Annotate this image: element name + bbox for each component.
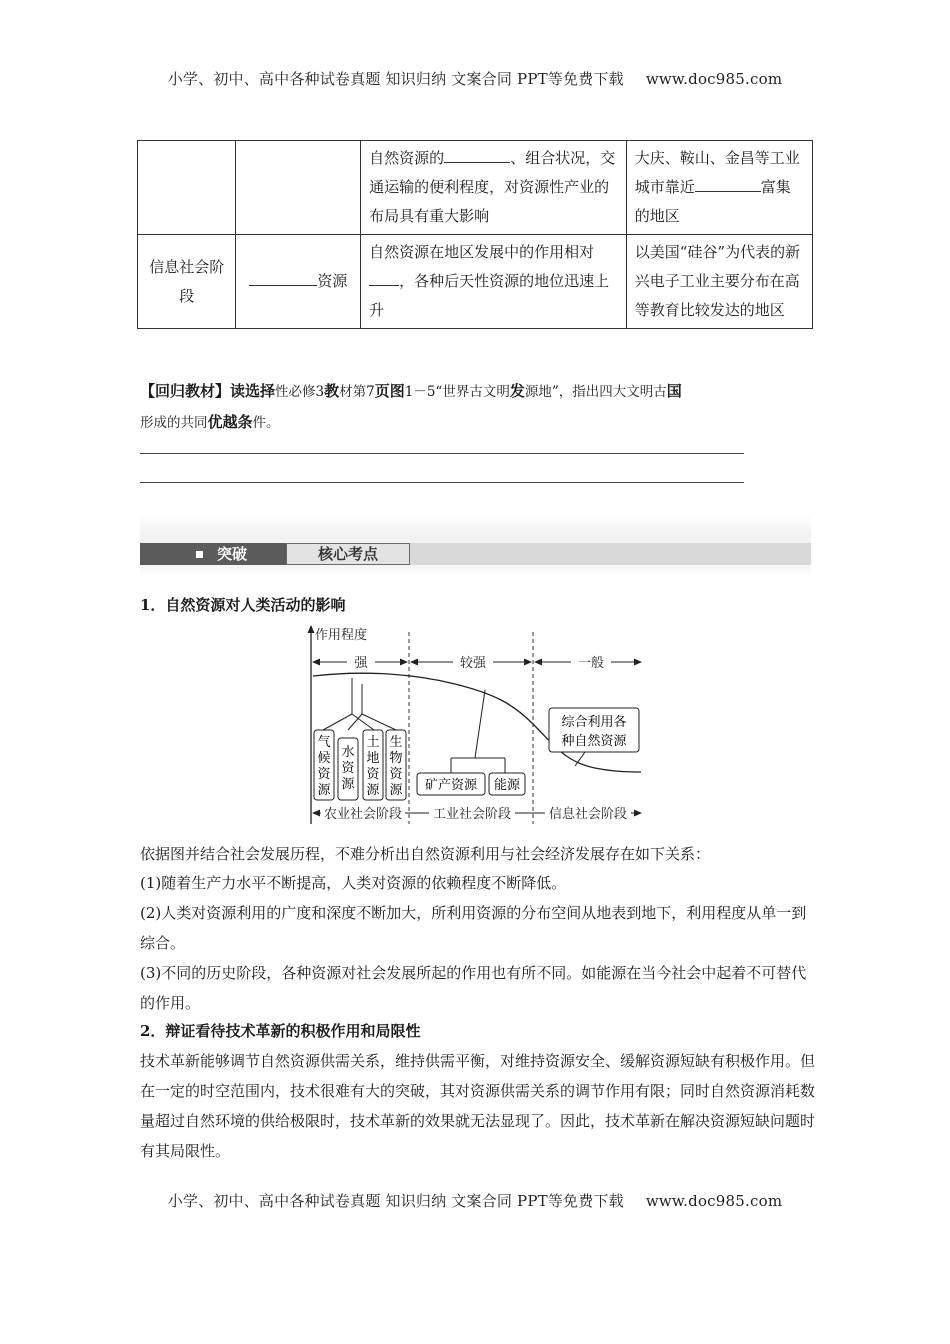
cell-text: 富集的地区: [634, 178, 791, 225]
page-footer: [0, 1190, 950, 1211]
section-title: 1．自然资源对人类活动的影响: [140, 596, 346, 614]
resource-influence-diagram: [295, 620, 655, 828]
resource-char: 气: [317, 735, 331, 750]
review-text: 国: [666, 382, 682, 400]
header-url[interactable]: www.doc985.com: [645, 70, 783, 88]
resource-char: 候: [317, 751, 331, 766]
resource-char: 土: [366, 735, 380, 750]
resource-char: 地: [366, 751, 380, 766]
resource-char: 生: [389, 735, 403, 750]
stage-label: 工业社会阶段: [432, 807, 512, 822]
cell-text: 大庆、鞍山、金昌等工业城市靠近: [634, 149, 800, 196]
resource-label: 能源: [493, 778, 521, 793]
square-bullet-icon: [196, 551, 203, 558]
resource-char: 源: [341, 777, 355, 792]
resource-char: 资: [389, 767, 403, 782]
paragraph: (2)人类对资源利用的广度和深度不断加大，所利用资源的分布空间从地表到地下，利用程度从单一到综合。: [140, 904, 807, 952]
review-text: 形成的共同: [140, 415, 208, 431]
resource-label: 综合利用各: [561, 715, 627, 730]
footer-text: 小学、初中、高中各种试卷真题 知识归纳 文案合同 PPT等免费下载: [167, 1192, 624, 1210]
resource-cell: [236, 235, 361, 329]
resource-char: 资: [341, 761, 355, 776]
table-row: [138, 141, 813, 235]
table-cell: [236, 141, 361, 235]
cell-text: 自然资源的: [369, 149, 445, 167]
header-text: 小学、初中、高中各种试卷真题 知识归纳 文案合同 PPT等免费下载: [167, 70, 624, 88]
review-text: 材第7: [339, 384, 375, 400]
stage-label: 农业社会阶段: [323, 807, 403, 822]
review-text: 源地”，指出四大文明古: [524, 384, 667, 400]
table-cell: [626, 141, 812, 235]
connector: [475, 690, 485, 758]
resource-char: 资: [317, 767, 331, 782]
cell-text: 、组合状况，交通运输的便利程度，对资源性产业的布局具有重大影响: [369, 149, 616, 225]
resource-char: 水: [341, 745, 355, 760]
stage-cell: [138, 235, 236, 329]
review-text: 发: [509, 382, 525, 400]
review-text: 1－5“世界古文明: [404, 384, 510, 400]
paragraph: 依据图并结合社会发展历程，不难分析出自然资源利用与社会经济发展存在如下关系：: [140, 845, 711, 863]
table-cell: [361, 235, 627, 329]
level-label: 一般: [577, 656, 605, 671]
resource-char: 源: [366, 783, 380, 798]
table-cell: [626, 235, 812, 329]
fill-blank: [369, 267, 399, 286]
resource-label: 矿产资源: [424, 778, 478, 793]
section-title: 2．辩证看待技术革新的积极作用和局限性: [140, 1022, 421, 1040]
banner-right: 核心考点: [286, 543, 410, 565]
paragraph: 技术革新能够调节自然资源供需关系，维持供需平衡，对维持资源安全、缓解资源短缺有积极作用。但在一定的时空范围内，技术很难有大的突破，其对资源供需关系的调节作用有限；同时自然资源消耗数量超过自然环境的供给极限时，技术革新的效果就无法显现了。因此，技术革新在解决资源短缺问题时有其局限性。: [140, 1052, 816, 1160]
table-cell: [138, 141, 236, 235]
paragraph: (1)随着生产力水平不断提高，人类对资源的依赖程度不断降低。: [140, 874, 567, 892]
resource-char: 源: [317, 783, 331, 798]
page-header: [0, 68, 950, 89]
banner-left-text: 突破: [217, 545, 248, 563]
fill-blank: [249, 267, 317, 286]
level-label: 强: [354, 656, 368, 671]
stage-label: 信息社会阶段: [548, 807, 628, 822]
review-text: 页图: [374, 382, 405, 400]
section-banner: [140, 515, 811, 579]
review-text: 教: [324, 382, 340, 400]
resource-char: 物: [389, 751, 403, 766]
fill-blank: [444, 144, 510, 163]
answer-line[interactable]: [140, 453, 744, 454]
resource-table: [137, 140, 813, 329]
resource-char: 资: [366, 767, 380, 782]
level-label: 较强: [459, 656, 487, 671]
resource-char: 源: [389, 783, 403, 798]
banner-left: [140, 543, 286, 565]
review-question: [140, 376, 820, 438]
resource-label: [317, 735, 331, 798]
review-text: 读选择: [230, 382, 276, 400]
cell-text: 自然资源在地区发展中的作用相对: [369, 243, 595, 261]
footer-url[interactable]: www.doc985.com: [645, 1192, 783, 1210]
answer-line[interactable]: [140, 482, 744, 483]
review-text: 性必修3: [275, 384, 325, 400]
review-text: 优越条: [207, 413, 253, 431]
resource-label: [341, 744, 355, 792]
cell-text: 以美国“硅谷”为代表的新兴电子工业主要分布在高等教育比较发达的地区: [634, 243, 801, 319]
paragraph: (3)不同的历史阶段，各种资源对社会发展所起的作用也有所不同。如能源在当今社会中起着不可替代的作用。: [140, 964, 807, 1012]
y-axis-label: 作用程度: [315, 628, 368, 643]
review-tag: 【回归教材】: [140, 382, 231, 400]
stage-label: 信息社会阶段: [149, 257, 225, 305]
connector: [323, 714, 352, 730]
connector: [362, 714, 396, 730]
table-cell: [361, 141, 627, 235]
resource-label: 种自然资源: [561, 734, 627, 749]
cell-text: 资源: [317, 272, 348, 290]
cell-text: ，各种后天性资源的地位迅速上升: [369, 272, 610, 319]
review-text: 件。: [252, 415, 280, 431]
fill-blank: [695, 173, 761, 192]
table-row: [138, 235, 813, 329]
